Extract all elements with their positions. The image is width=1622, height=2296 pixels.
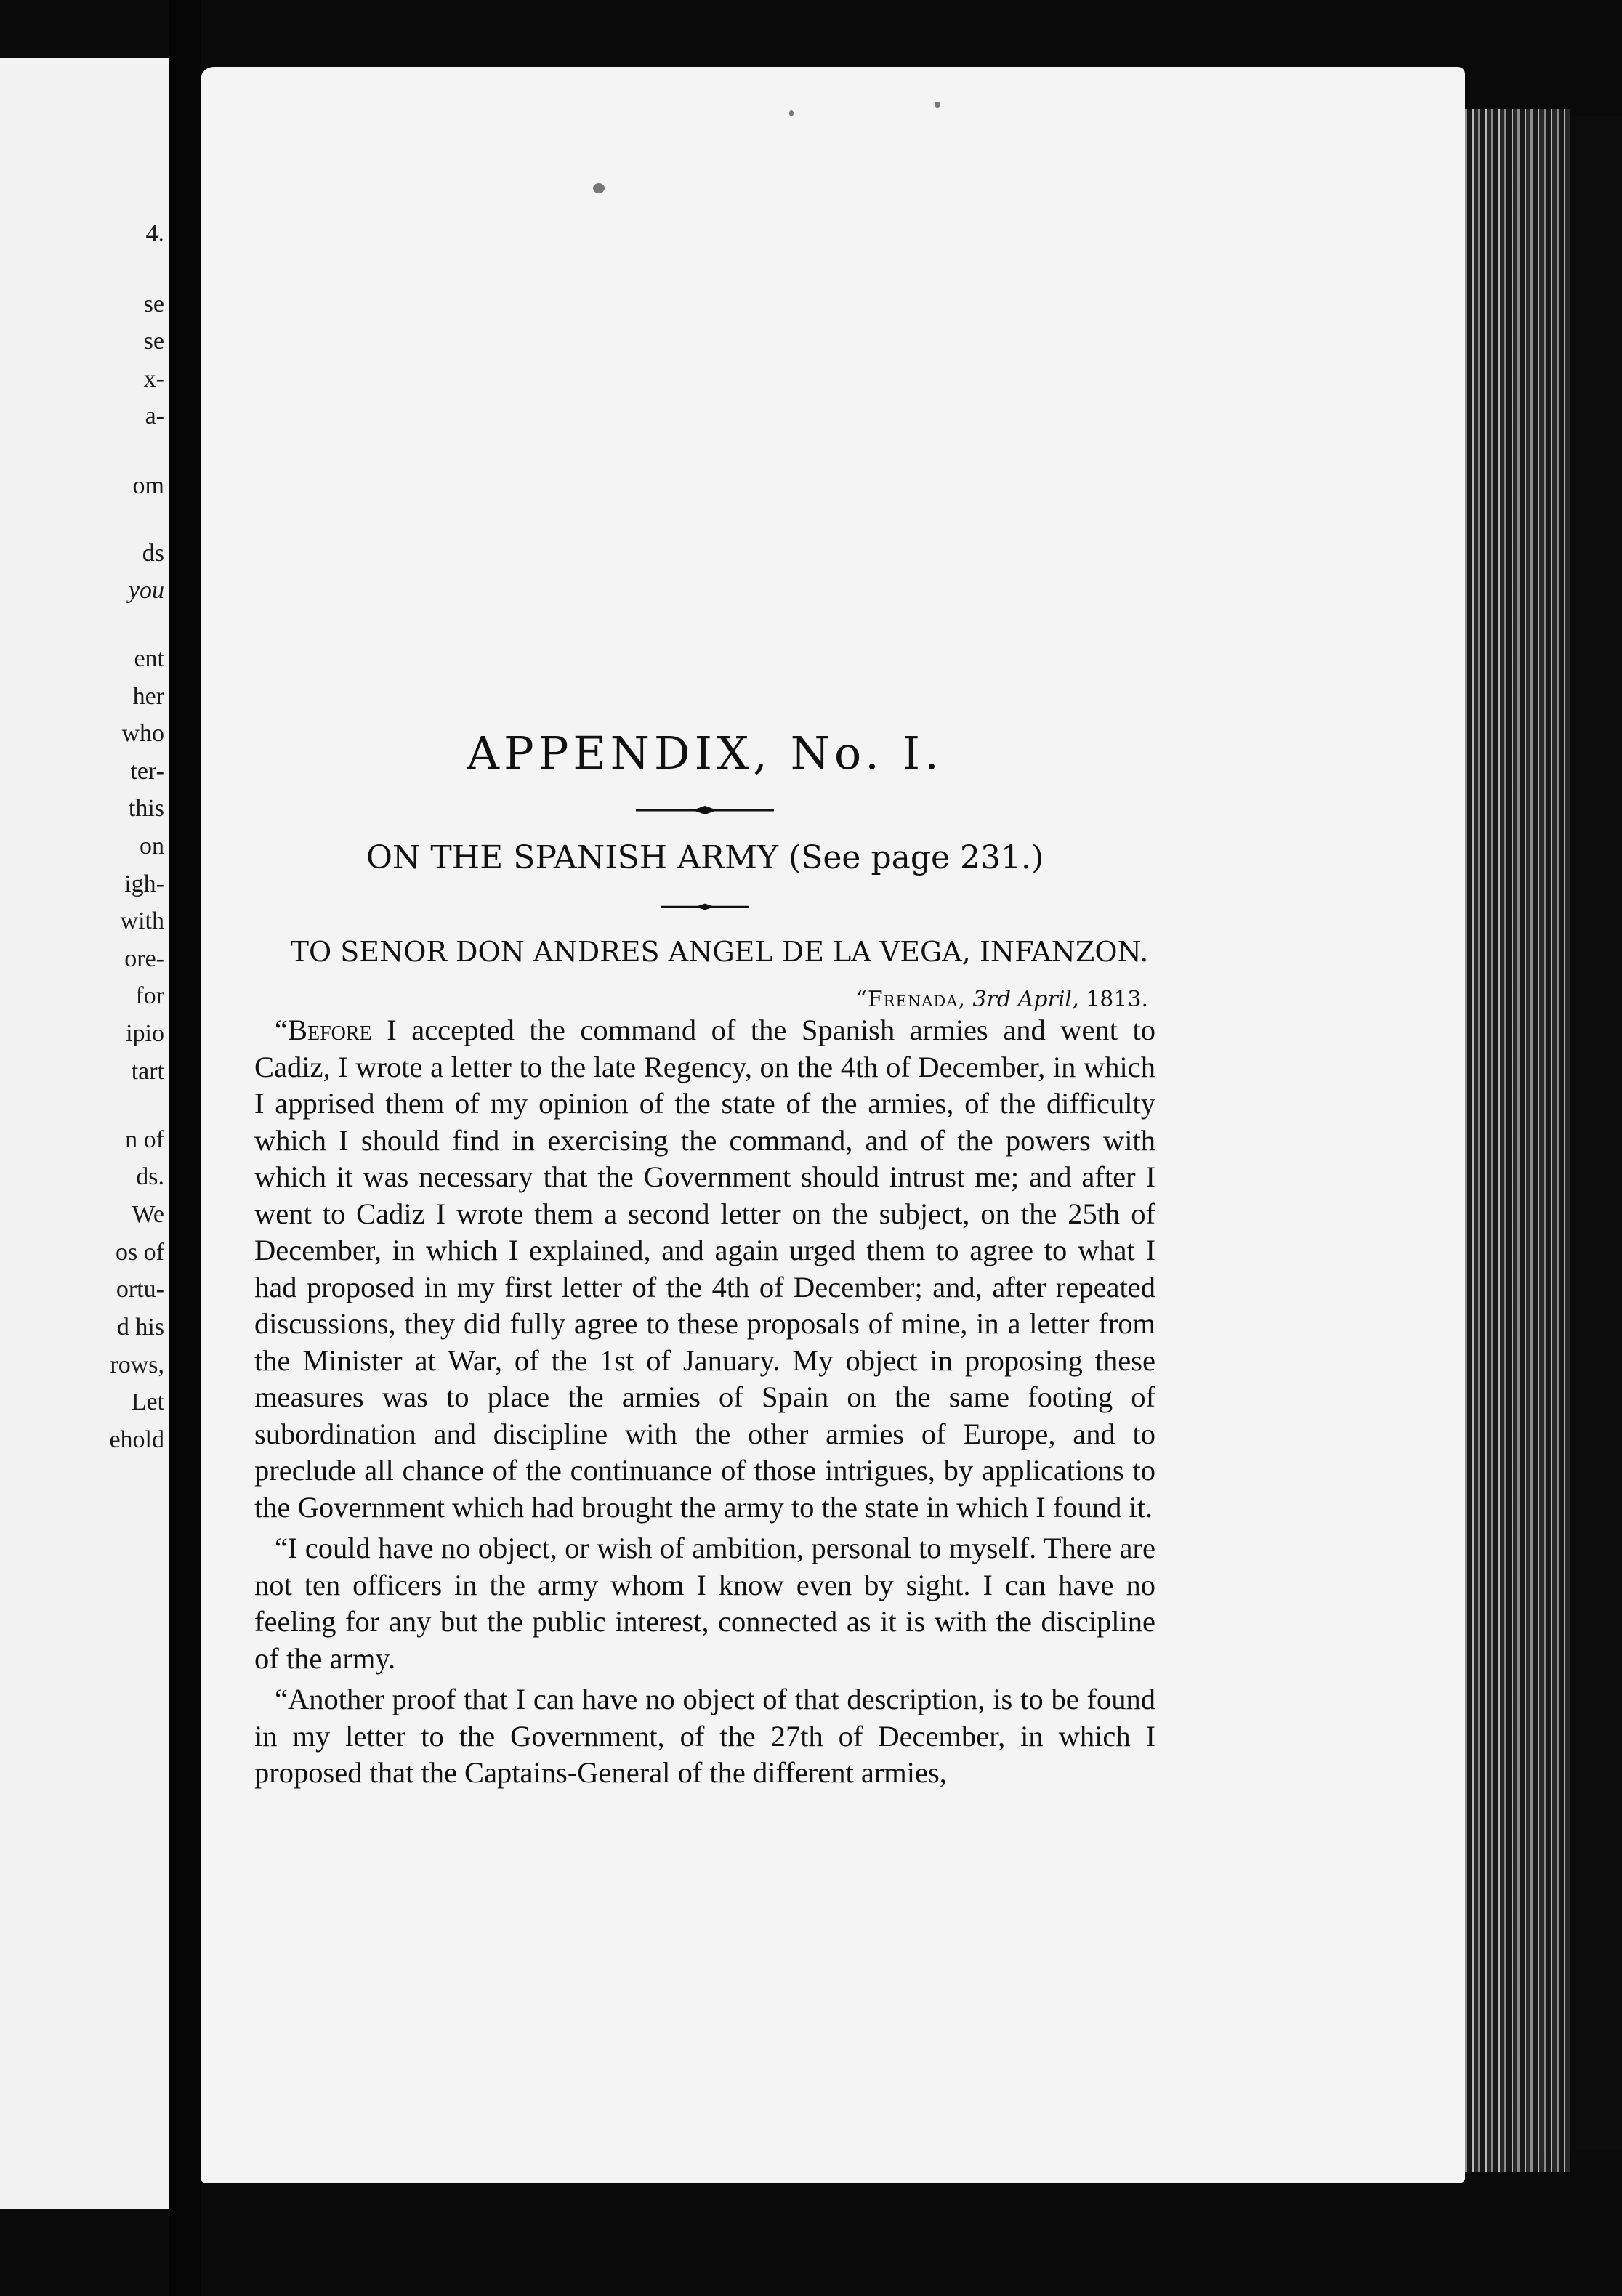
ornamental-rule [636,803,774,817]
previous-page-line-fragment: 4. [145,220,164,247]
paper-speck [789,110,794,116]
previous-page-line-fragment: her [132,683,164,710]
previous-page-line-fragment: x- [143,365,164,392]
paragraph-text: I accepted the command of the Spanish armies and went to Cadiz, I wrote a letter to the late Regency, on the 4th of December, in which I apprised them of my opinion of the state of the armies, of the difficulty which I should find in exercising the command, and of the powers with which it was necessary that the Government should intrust me; and after I went to Cadiz I wrote them a second letter on the subject, on the 25th of December, in which I explained, and again urged them to agree to what I had proposed in my first letter of the 4th of December; and, after repeated discussions, they did fully agree to these proposals of mine, in a letter from the Minister at War, of the 1st of January. My object in proposing these measures was to place the armies of Spain on the same footing of subordination and discipline with the other armies of Europe, and to preclude all chance of the continuance of those intrigues, by applications to the Government which had brought the army to the state in which I found it. [254,1014,1155,1524]
page-stack-edges [1461,109,1570,2172]
letter-paragraph [254,1012,1155,1526]
previous-page-line-fragment: se [143,291,164,318]
previous-page-line-fragment: se [143,328,164,355]
paragraph-text: “Another proof that I can have no object of that description, is to be found in my letter to the Government, of the 27th of December, in which I proposed that the Captains-General of the different armies, [254,1683,1155,1789]
paper-speck [935,102,940,108]
previous-page-line-fragment: ore- [124,945,164,972]
previous-page-line-fragment: a- [145,403,164,429]
paragraph-lead: “Before [275,1014,372,1046]
dateline-year: 1813. [1086,987,1148,1012]
previous-page-line-fragment: tart [131,1058,164,1085]
appendix-title: APPENDIX, No. I. [467,727,943,780]
previous-page-line-fragment: os of [115,1239,164,1266]
previous-page-line-fragment: ipio [126,1020,164,1047]
previous-page-line-fragment: ehold [109,1426,164,1453]
previous-page-line-fragment: on [140,833,164,860]
previous-page-line-fragment: igh- [124,870,164,897]
letter-paragraph [254,1530,1155,1677]
previous-page-line-fragment: ortu- [116,1276,164,1303]
previous-page-line-fragment: who [121,720,164,747]
previous-page-line-fragment: ter- [130,758,164,785]
paragraph-text: “I could have no object, or wish of ambition, personal to myself. There are not ten officers in the army whom I know even by sight. I can have no feeling for any but the public interest, connected as it is with the discipline of the army. [254,1532,1155,1675]
letter-dateline [254,987,1155,1012]
previous-page-line-fragment: for [135,982,164,1009]
letter-paragraph [254,1681,1155,1792]
previous-page-line-fragment: with [120,908,164,934]
book-gutter [169,0,201,2296]
previous-page-line-fragment: ds. [136,1163,164,1190]
dateline-place: “Frenada, [855,987,966,1012]
ornamental-rule [661,900,749,914]
previous-page-line-fragment: om [132,472,164,499]
dateline-date: 3rd April, [972,987,1079,1012]
previous-page [0,58,169,2209]
previous-page-line-fragment: We [132,1201,164,1228]
previous-page-line-fragment: this [128,795,164,822]
previous-page-line-fragment: Let [131,1388,164,1415]
paper-speck [593,183,605,193]
previous-page-line-fragment: n of [125,1126,164,1153]
appendix-subtitle: ON THE SPANISH ARMY (See page 231.) [366,839,1044,876]
previous-page-line-fragment: you [128,577,164,604]
previous-page-line-fragment: rows, [110,1351,164,1378]
previous-page-line-fragment: d his [116,1314,164,1341]
previous-page-line-fragment: ent [134,645,164,672]
previous-page-line-fragment: ds [142,540,164,567]
appendix-content [254,727,1155,1792]
letter-addressee: TO SENOR DON ANDRES ANGEL DE LA VEGA, INFANZON. [290,936,1149,968]
